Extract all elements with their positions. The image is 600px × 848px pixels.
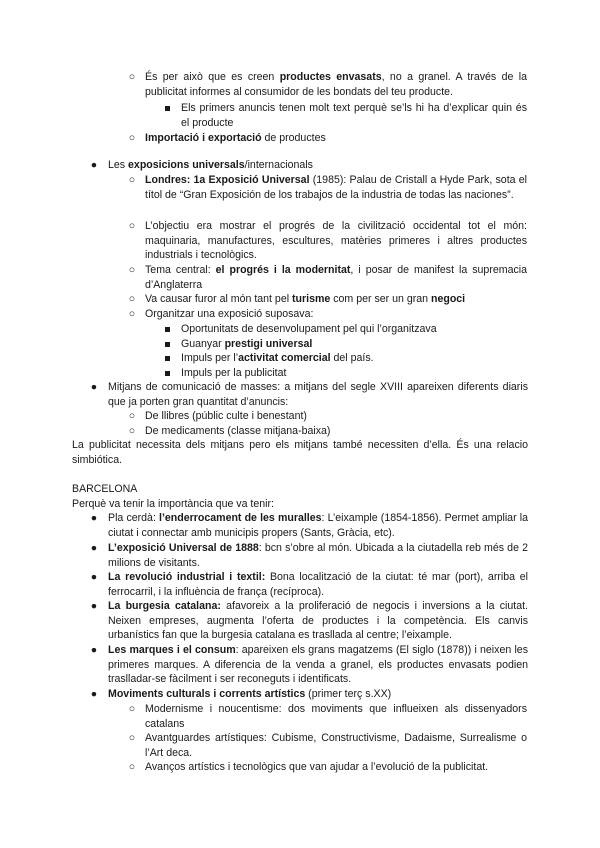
item-text: Les [108,159,129,171]
item-text: Oportunitats de desenvolupament pel qui l’organitzava [181,323,437,335]
bullet-icon: ● [90,571,98,583]
hollow-bullet-icon: ○ [128,220,136,232]
item-bold: l’enderrocament de les muralles [159,512,322,524]
hollow-bullet-icon: ○ [128,174,136,186]
square-bullet-icon [161,337,173,352]
item-bold: negoci [430,293,466,305]
hollow-bullet-icon: ○ [128,761,136,773]
bullet-icon: ● [90,600,98,612]
item-bold: activitat comercial [238,352,331,364]
item-bold: Importació i exportació [145,132,262,144]
item-text: Avantguardes artístiques: Cubisme, Constructivisme, Dadaisme, Surrealisme o l’Art deca. [145,732,527,759]
item-text: De llibres (públic culte i benestant) [145,410,307,422]
item-text: : L’eixample (1854-1856). Permet ampliar la ciutat i connectar amb municipis propers (Sants, Gràcia, etc). [108,512,528,539]
item-bold: turisme [292,293,331,305]
item-text: afavoreix a la proliferació de negocis i inversions a la ciutat. Neixen empreses, augmenta l’oferta de productes i la competència. Els canvis urbanístics fan que la burgesia catalana es trasllada al centre; l’eixample. [108,600,528,642]
item-bold: exposicions universals [128,159,245,171]
item-text: Impuls per la publicitat [181,367,287,379]
item-text: De medicaments (classe mitjana-baixa) [145,425,331,437]
item-text: Guanyar [181,338,225,350]
item-text: Tema central: [145,264,216,276]
hollow-bullet-icon: ○ [128,132,136,144]
item-text: Mitjans de comunicació de masses: a mitjans del segle XVIII apareixen diferents diaris que ja porten gran quantitat d’anuncis: [108,381,528,408]
hollow-bullet-icon: ○ [128,71,136,83]
item-bold: el progrés i la modernitat [215,264,351,276]
section-intro: Perquè va tenir la importància que va tenir: [72,498,274,510]
bullet-icon: ● [90,381,98,393]
item-text: : bcn s’obre al món. Ubicada a la ciutadella reb més de 2 milions de visitants. [108,542,529,569]
hollow-bullet-icon: ○ [128,264,136,276]
bullet-icon: ● [90,644,98,656]
square-bullet-icon [161,351,173,366]
item-text: Impuls per l’ [181,352,239,364]
item-text: , no a granel. A través de la publicitat informes al consumidor de les bondats del teu producte. [145,71,527,98]
item-bold: Moviments culturals i corrents artístics [108,688,306,700]
hollow-bullet-icon: ○ [128,425,136,437]
item-bold: La burgesia catalana: [108,600,221,612]
hollow-bullet-icon: ○ [128,308,136,320]
hollow-bullet-icon: ○ [128,732,136,744]
item-text: /internacionals [244,159,313,171]
item-bold: Les marques i el consum [108,644,236,656]
square-bullet-icon [161,366,173,381]
item-text: (primer terç s.XX) [305,688,392,700]
section-heading: BARCELONA [72,483,138,495]
bullet-icon: ● [90,512,98,524]
square-bullet-icon [161,322,173,337]
hollow-bullet-icon: ○ [128,703,136,715]
item-text: L’objectiu era mostrar el progrés de la civilització occidental tot el món: maquinaria, manufactures, escultures, matèries primeres i altres productes industrials i tecnològics. [145,220,527,262]
item-text: Organitzar una exposició suposava: [145,308,314,320]
item-bold: La revolució industrial i textil: [108,571,266,583]
item-text: de productes [261,132,326,144]
item-text: Pla cerdà: [108,512,160,524]
bullet-icon: ● [90,542,98,554]
item-text: Avanços artístics i tecnològics que van ajudar a l’evolució de la publicitat. [145,761,489,773]
hollow-bullet-icon: ○ [128,293,136,305]
item-text: Els primers anuncis tenen molt text perquè se’ls hi ha d’explicar quin és el producte [181,102,527,129]
square-bullet-icon [161,101,173,116]
item-text: Bona localització de la ciutat: té mar (port), arriba el ferrocarril, i la influència de frança (recíproca). [108,571,528,598]
item-text: És per això que es creen [145,71,280,83]
item-text: Va causar furor al món tant pel [145,293,293,305]
bullet-icon: ● [90,688,98,700]
paragraph: La publicitat necessita dels mitjans pero els mitjans també necessiten d’ella. És una relacio simbiótica. [72,439,528,466]
item-text: , i posar de manifest la supremacia d’Anglaterra [145,264,528,291]
item-text: (1985): Palau de Cristall a Hyde Park, sota el títol de “Gran Exposición de los trabajos de la industria de todas las naciones”. [145,174,528,201]
item-text: : apareixen els grans magatzems (El siglo (1878)) i neixen les primeres marques. A diferencia de la venda a granel, els productes envasats podien traslladar-se fàcilment i ser reconeguts i identificats. [108,644,528,686]
hollow-bullet-icon: ○ [128,410,136,422]
bullet-icon: ● [90,159,98,171]
item-text: com per ser un gran [330,293,431,305]
item-bold: Londres: 1a Exposició Universal [145,174,310,186]
item-bold: L’exposició Universal de 1888 [108,542,259,554]
item-text: del país. [330,352,374,364]
item-text: Modernisme i noucentisme: dos moviments que influeixen als dissenyadors catalans [145,703,527,730]
item-bold: prestigi universal [224,338,313,350]
item-bold: productes envasats [279,71,382,83]
